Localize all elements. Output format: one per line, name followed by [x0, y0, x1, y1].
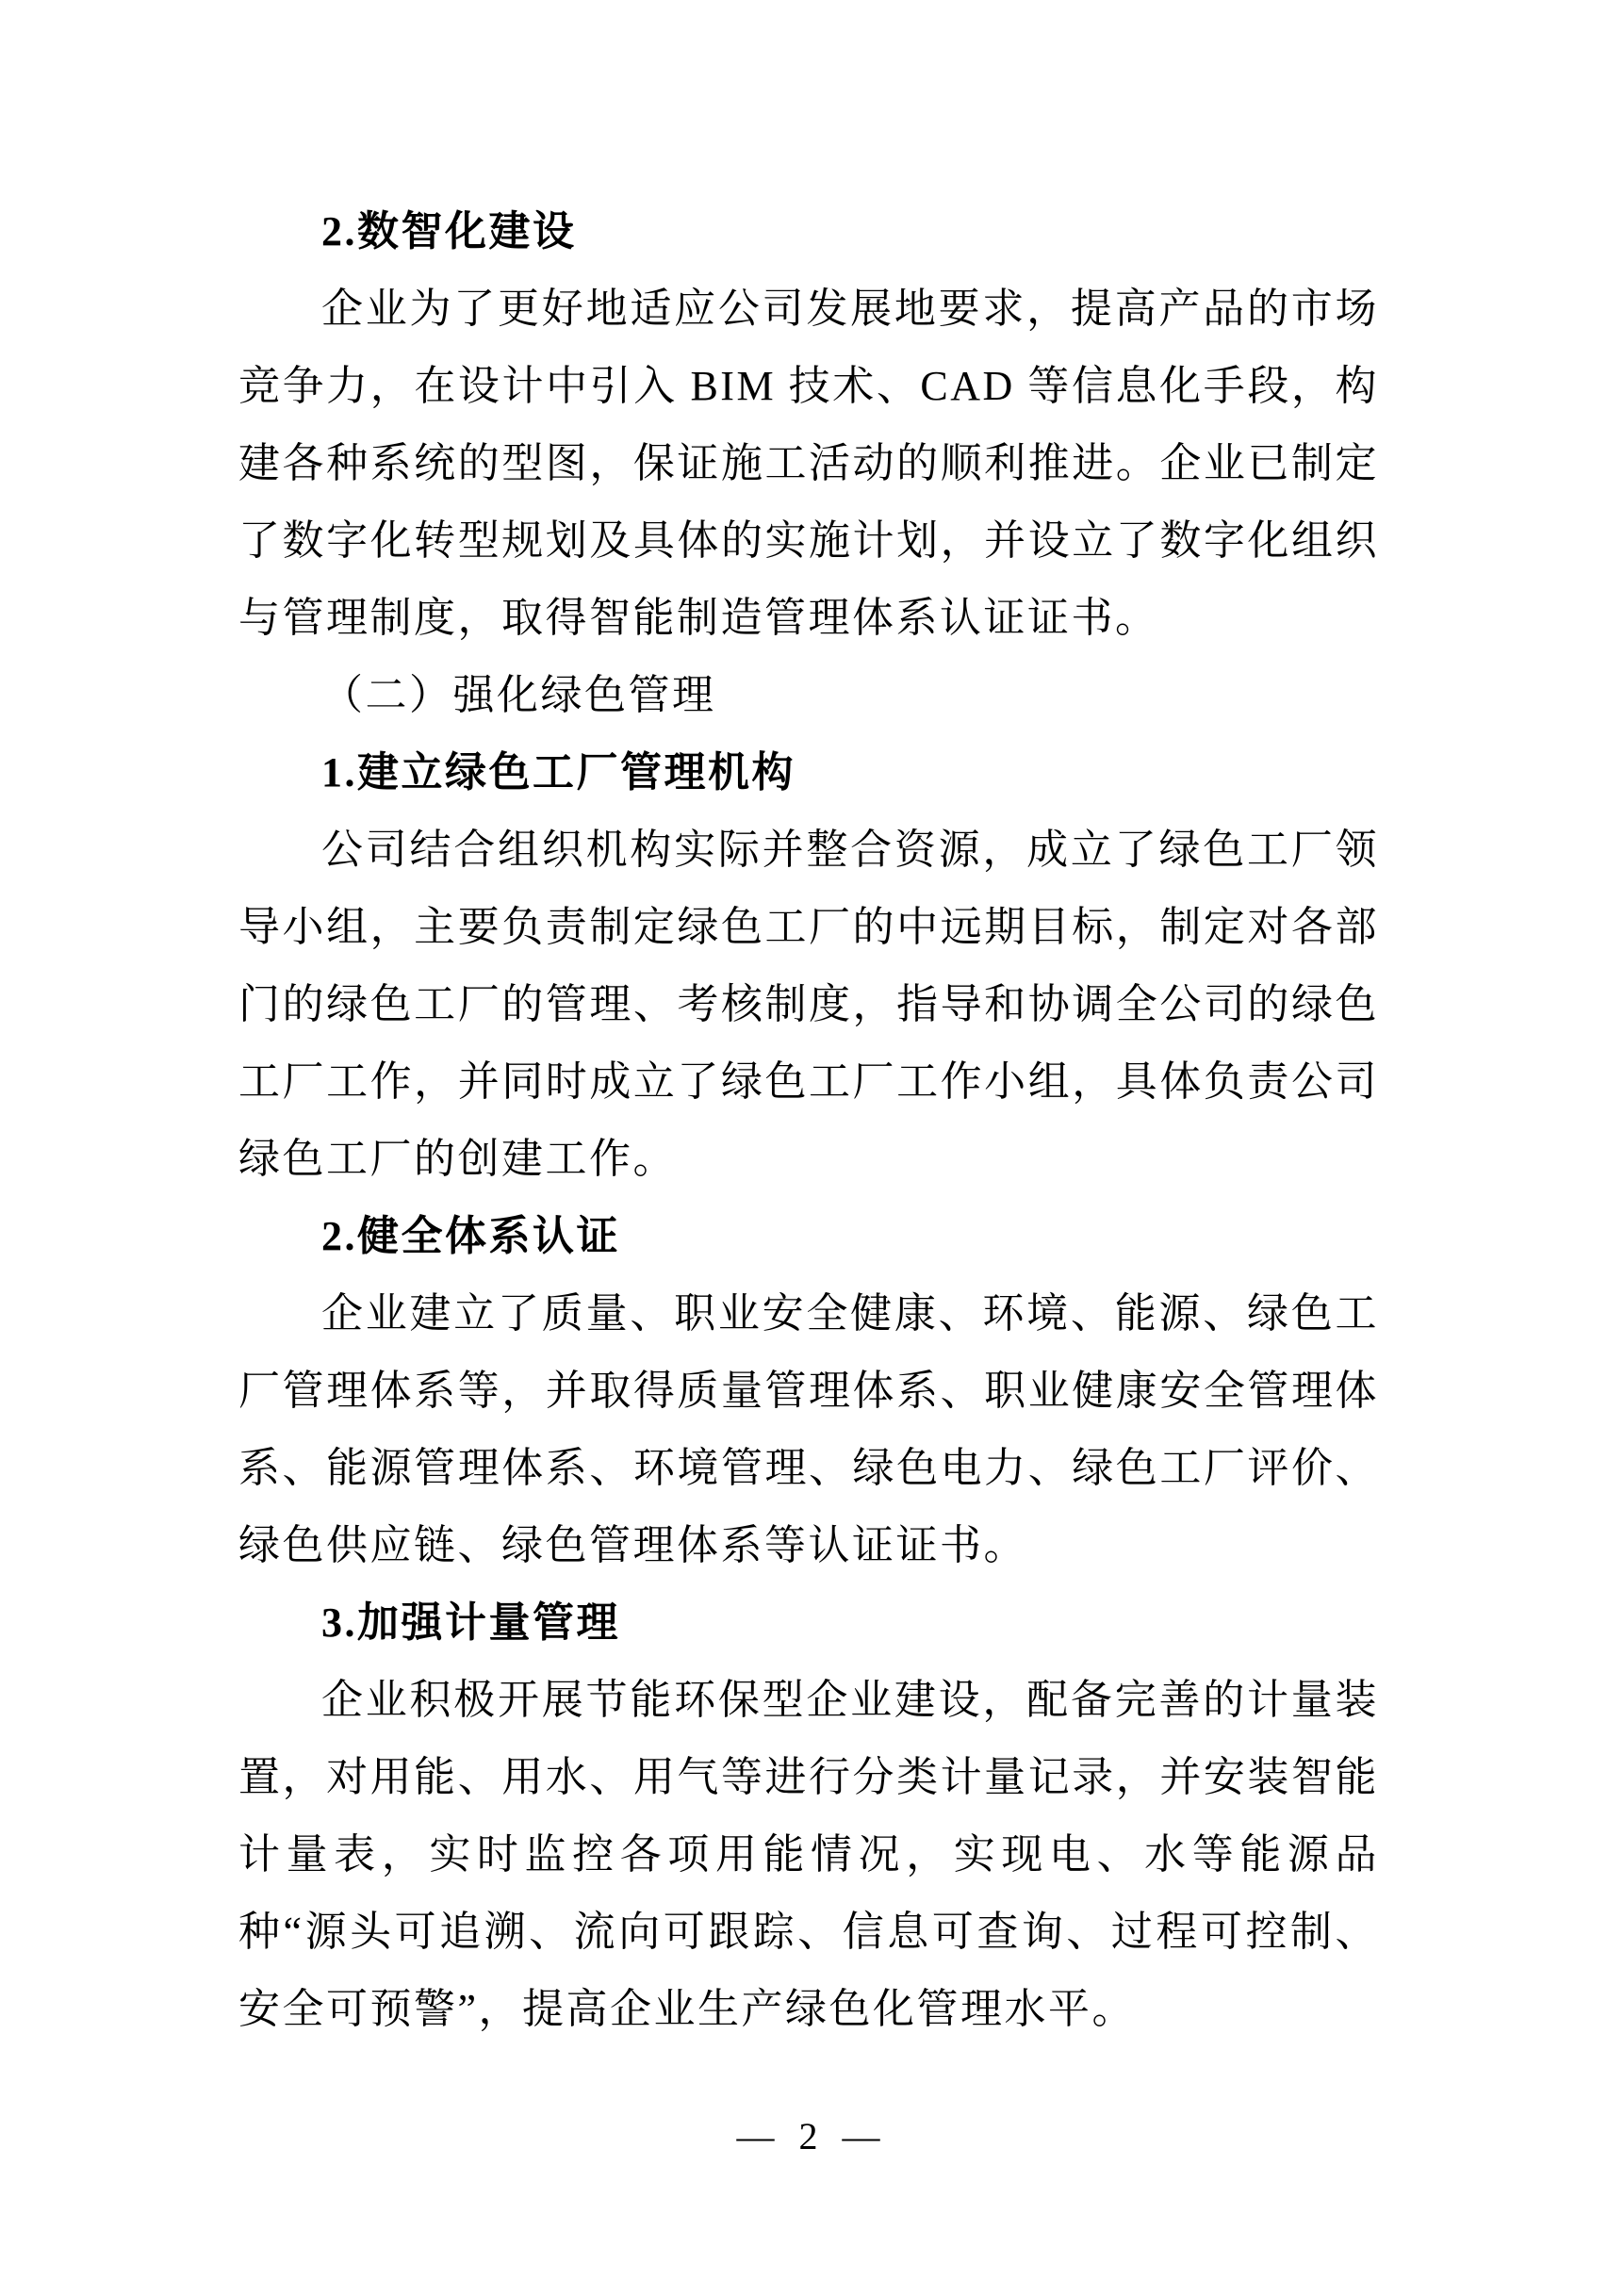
heading-system-certification: 2.健全体系认证 [321, 1213, 620, 1259]
heading-green-factory-organization: 1.建立绿色工厂管理机构 [321, 749, 796, 795]
heading-strengthen-green-management: （二）强化绿色管理 [321, 672, 716, 718]
page-number: — 2 — [736, 2115, 888, 2157]
paragraph-system-certification: 企业建立了质量、职业安全健康、环境、能源、绿色工厂管理体系等，并取得质量管理体系、职业健康安全管理体系、能源管理体系、环境管理、绿色电力、绿色工厂评价、绿色供应链、绿色管理体系等认证证书。 [238, 1290, 1379, 1568]
document-body [238, 193, 1379, 2048]
heading-metering-management: 3.加强计量管理 [321, 1599, 620, 1646]
paragraph-metering-management: 企业积极开展节能环保型企业建设，配备完善的计量装置，对用能、用水、用气等进行分类计量记录，并安装智能计量表，实时监控各项用能情况，实现电、水等能源品种“源头可追溯、流向可跟踪、信息可查询、过程可控制、安全可预警”，提高企业生产绿色化管理水平。 [238, 1677, 1379, 2032]
paragraph-digitalization: 企业为了更好地适应公司发展地要求，提高产品的市场竞争力，在设计中引入 BIM 技术、CAD 等信息化手段，构建各种系统的型图，保证施工活动的顺利推进。企业已制定了数字化转型规划及具体的实施计划，并设立了数字化组织与管理制度，取得智能制造管理体系认证证书。 [238, 286, 1379, 641]
paragraph-green-factory-organization: 公司结合组织机构实际并整合资源，成立了绿色工厂领导小组，主要负责制定绿色工厂的中远期目标，制定对各部门的绿色工厂的管理、考核制度，指导和协调全公司的绿色工厂工作，并同时成立了绿色工厂工作小组，具体负责公司绿色工厂的创建工作。 [238, 827, 1379, 1182]
heading-digitalization: 2.数智化建设 [321, 208, 577, 254]
